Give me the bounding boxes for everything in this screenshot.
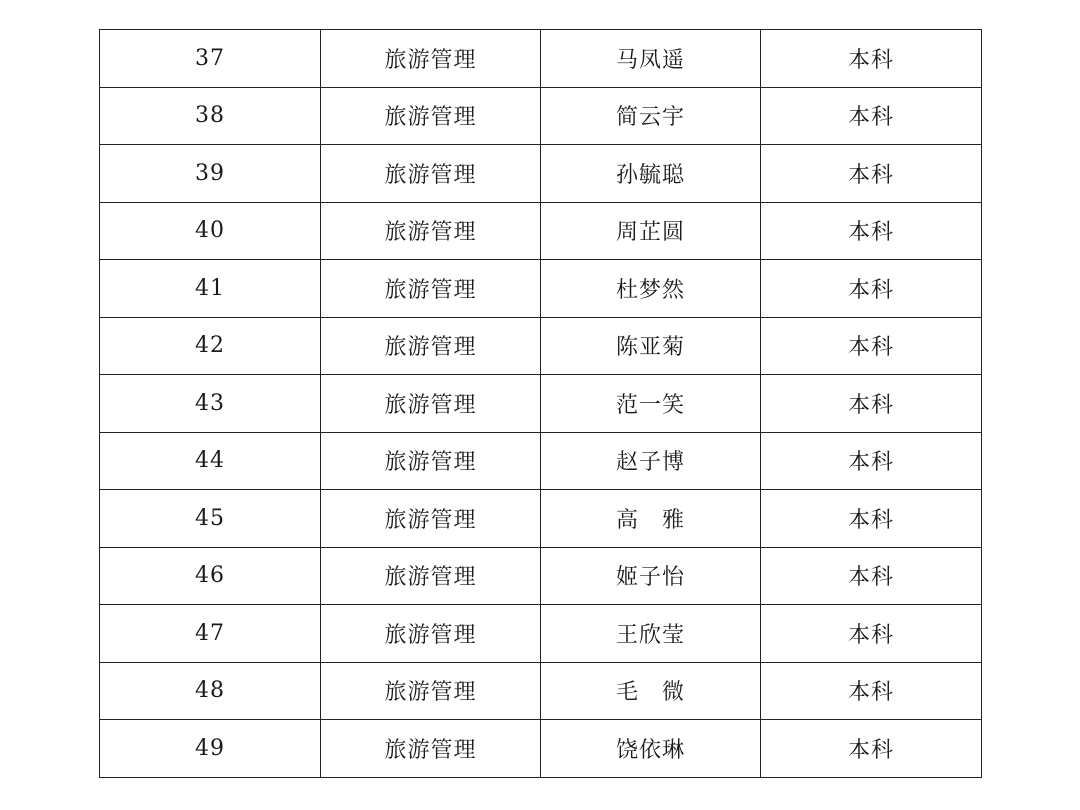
cell-number: 46: [100, 547, 321, 605]
cell-name: 范一笑: [541, 375, 761, 433]
cell-name: 马凤遥: [541, 30, 761, 88]
cell-major: 旅游管理: [321, 547, 541, 605]
cell-major: 旅游管理: [321, 87, 541, 145]
table-row: [100, 317, 982, 375]
cell-name: 王欣莹: [541, 605, 761, 663]
cell-degree-level: 本科: [761, 490, 982, 548]
cell-major: 旅游管理: [321, 490, 541, 548]
cell-number: 48: [100, 662, 321, 720]
cell-name: 高 雅: [541, 490, 761, 548]
cell-name: 杜梦然: [541, 260, 761, 318]
cell-major: 旅游管理: [321, 260, 541, 318]
cell-number: 42: [100, 317, 321, 375]
cell-number: 40: [100, 202, 321, 260]
cell-name: 孙毓聪: [541, 145, 761, 203]
cell-degree-level: 本科: [761, 145, 982, 203]
cell-major: 旅游管理: [321, 202, 541, 260]
cell-major: 旅游管理: [321, 720, 541, 778]
cell-number: 47: [100, 605, 321, 663]
table-row: [100, 490, 982, 548]
cell-number: 39: [100, 145, 321, 203]
cell-name: 简云宇: [541, 87, 761, 145]
cell-number: 38: [100, 87, 321, 145]
cell-degree-level: 本科: [761, 202, 982, 260]
table-row: [100, 720, 982, 778]
student-table-body: [100, 30, 982, 778]
cell-number: 49: [100, 720, 321, 778]
cell-name: 饶依琳: [541, 720, 761, 778]
table-row: [100, 605, 982, 663]
cell-major: 旅游管理: [321, 662, 541, 720]
cell-name: 毛 微: [541, 662, 761, 720]
cell-degree-level: 本科: [761, 375, 982, 433]
cell-number: 41: [100, 260, 321, 318]
cell-name: 赵子博: [541, 432, 761, 490]
cell-degree-level: 本科: [761, 547, 982, 605]
cell-major: 旅游管理: [321, 432, 541, 490]
cell-number: 44: [100, 432, 321, 490]
cell-degree-level: 本科: [761, 720, 982, 778]
cell-name: 周芷圆: [541, 202, 761, 260]
cell-degree-level: 本科: [761, 605, 982, 663]
table-row: [100, 145, 982, 203]
table-row: [100, 432, 982, 490]
table-row: [100, 87, 982, 145]
cell-number: 43: [100, 375, 321, 433]
cell-major: 旅游管理: [321, 317, 541, 375]
table-row: [100, 30, 982, 88]
cell-number: 37: [100, 30, 321, 88]
cell-major: 旅游管理: [321, 375, 541, 433]
cell-degree-level: 本科: [761, 30, 982, 88]
table-row: [100, 375, 982, 433]
table-row: [100, 547, 982, 605]
table-row: [100, 260, 982, 318]
student-table: [99, 29, 982, 778]
cell-degree-level: 本科: [761, 432, 982, 490]
cell-number: 45: [100, 490, 321, 548]
cell-major: 旅游管理: [321, 145, 541, 203]
cell-degree-level: 本科: [761, 260, 982, 318]
cell-major: 旅游管理: [321, 30, 541, 88]
cell-degree-level: 本科: [761, 317, 982, 375]
table-row: [100, 662, 982, 720]
cell-degree-level: 本科: [761, 662, 982, 720]
table-row: [100, 202, 982, 260]
student-list-sheet: [99, 29, 981, 778]
cell-major: 旅游管理: [321, 605, 541, 663]
cell-name: 姬子怡: [541, 547, 761, 605]
cell-name: 陈亚菊: [541, 317, 761, 375]
cell-degree-level: 本科: [761, 87, 982, 145]
